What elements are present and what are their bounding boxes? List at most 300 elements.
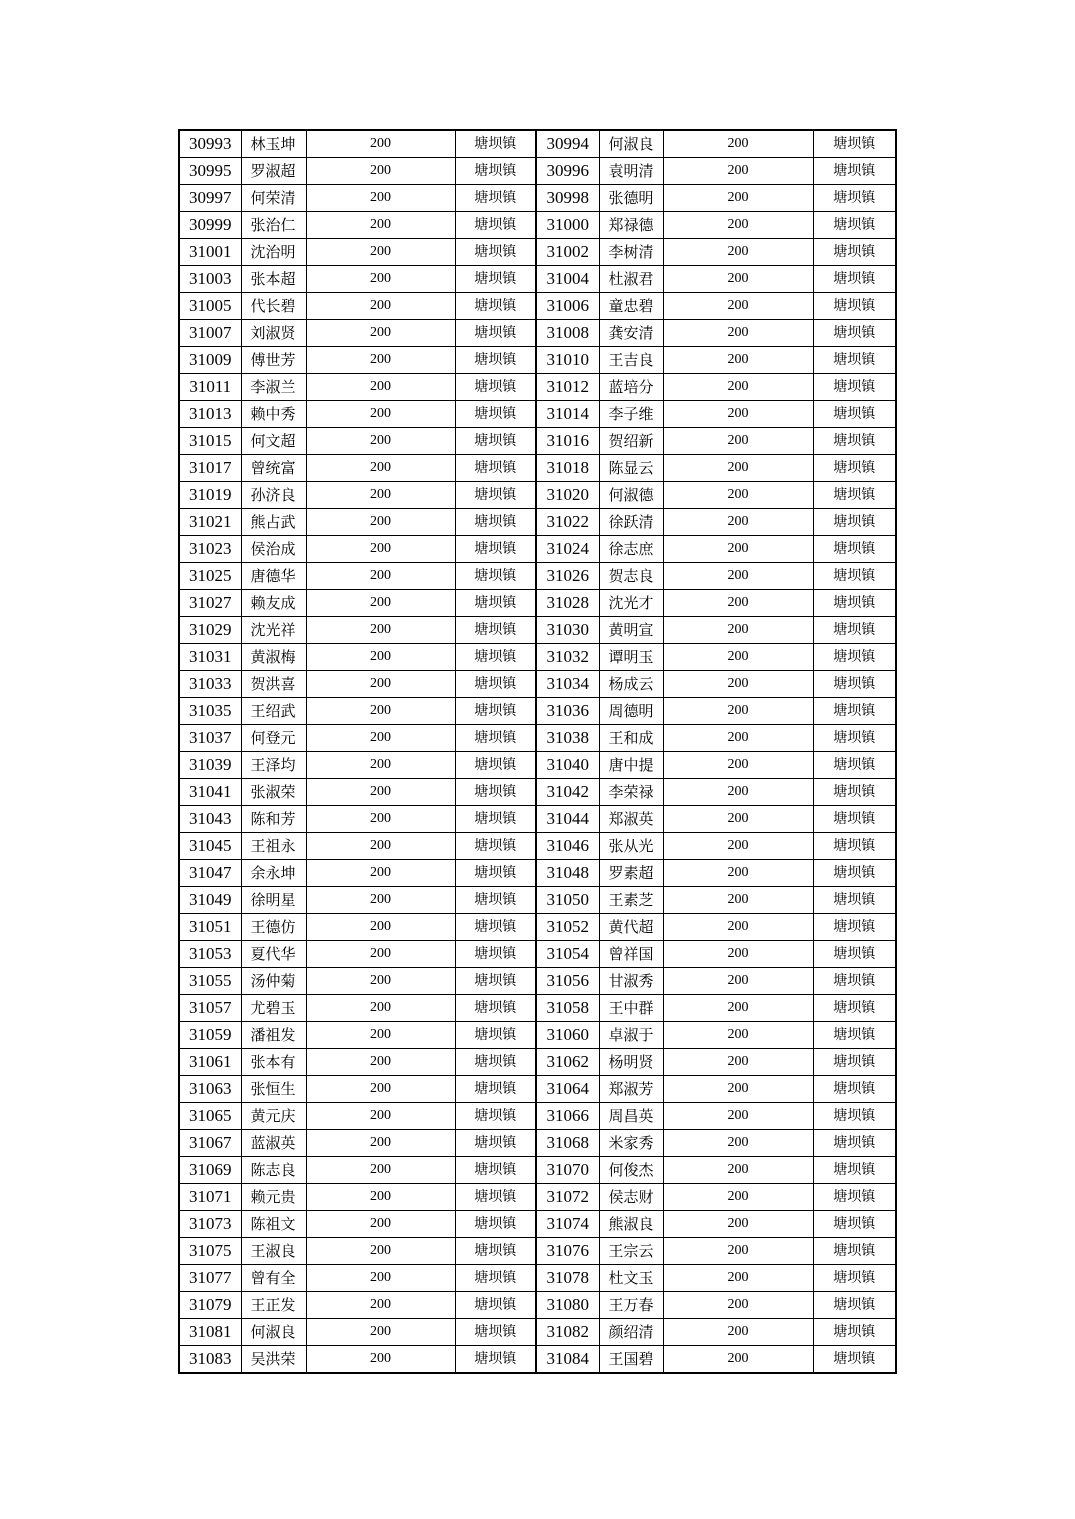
left-person-name-cell: 赖友成 [241,590,306,617]
left-amount-cell: 200 [306,347,455,374]
left-amount-cell: 200 [306,1076,455,1103]
left-town-name-cell: 塘坝镇 [455,752,536,779]
right-amount-cell: 200 [663,509,813,536]
left-record-id-cell: 31011 [179,374,241,401]
left-amount-cell: 200 [306,185,455,212]
right-town-name-cell: 塘坝镇 [813,536,896,563]
right-person-name-cell: 卓淑于 [599,1022,663,1049]
left-amount-cell: 200 [306,698,455,725]
left-amount-cell: 200 [306,860,455,887]
left-record-id-cell: 31051 [179,914,241,941]
right-record-id-cell: 31076 [536,1238,599,1265]
right-town-name-cell: 塘坝镇 [813,968,896,995]
left-town-name-cell: 塘坝镇 [455,401,536,428]
right-record-id-cell: 31082 [536,1319,599,1346]
left-town-name-cell: 塘坝镇 [455,293,536,320]
right-town-name-cell: 塘坝镇 [813,1103,896,1130]
left-person-name-cell: 王德仿 [241,914,306,941]
left-amount-cell: 200 [306,1211,455,1238]
right-record-id-cell: 31058 [536,995,599,1022]
left-town-name-cell: 塘坝镇 [455,1103,536,1130]
right-amount-cell: 200 [663,536,813,563]
right-record-id-cell: 31030 [536,617,599,644]
table-row [179,158,896,185]
right-amount-cell: 200 [663,995,813,1022]
left-record-id-cell: 31035 [179,698,241,725]
right-amount-cell: 200 [663,644,813,671]
right-amount-cell: 200 [663,1049,813,1076]
left-person-name-cell: 赖中秀 [241,401,306,428]
left-amount-cell: 200 [306,455,455,482]
right-person-name-cell: 周德明 [599,698,663,725]
left-amount-cell: 200 [306,158,455,185]
right-town-name-cell: 塘坝镇 [813,1022,896,1049]
right-amount-cell: 200 [663,617,813,644]
right-town-name-cell: 塘坝镇 [813,914,896,941]
right-amount-cell: 200 [663,779,813,806]
right-record-id-cell: 31066 [536,1103,599,1130]
table-row [179,617,896,644]
left-record-id-cell: 31005 [179,293,241,320]
table-row [179,1346,896,1374]
right-record-id-cell: 31026 [536,563,599,590]
left-person-name-cell: 何文超 [241,428,306,455]
right-record-id-cell: 31064 [536,1076,599,1103]
left-town-name-cell: 塘坝镇 [455,1292,536,1319]
left-person-name-cell: 王泽均 [241,752,306,779]
left-record-id-cell: 31019 [179,482,241,509]
table-row [179,941,896,968]
left-town-name-cell: 塘坝镇 [455,1184,536,1211]
right-amount-cell: 200 [663,1076,813,1103]
right-record-id-cell: 31080 [536,1292,599,1319]
right-amount-cell: 200 [663,266,813,293]
left-town-name-cell: 塘坝镇 [455,617,536,644]
table-row [179,1049,896,1076]
right-amount-cell: 200 [663,833,813,860]
left-amount-cell: 200 [306,563,455,590]
left-person-name-cell: 张本超 [241,266,306,293]
left-town-name-cell: 塘坝镇 [455,158,536,185]
table-row [179,671,896,698]
left-amount-cell: 200 [306,806,455,833]
left-person-name-cell: 侯治成 [241,536,306,563]
left-record-id-cell: 31047 [179,860,241,887]
left-record-id-cell: 31079 [179,1292,241,1319]
right-town-name-cell: 塘坝镇 [813,698,896,725]
right-person-name-cell: 米家秀 [599,1130,663,1157]
right-record-id-cell: 31018 [536,455,599,482]
right-person-name-cell: 甘淑秀 [599,968,663,995]
right-amount-cell: 200 [663,671,813,698]
left-town-name-cell: 塘坝镇 [455,563,536,590]
left-amount-cell: 200 [306,374,455,401]
left-amount-cell: 200 [306,130,455,158]
right-amount-cell: 200 [663,1103,813,1130]
right-amount-cell: 200 [663,1265,813,1292]
table-row [179,320,896,347]
right-town-name-cell: 塘坝镇 [813,1292,896,1319]
right-town-name-cell: 塘坝镇 [813,1238,896,1265]
right-record-id-cell: 31008 [536,320,599,347]
table-row [179,779,896,806]
left-person-name-cell: 傅世芳 [241,347,306,374]
right-record-id-cell: 31000 [536,212,599,239]
right-amount-cell: 200 [663,941,813,968]
left-town-name-cell: 塘坝镇 [455,1211,536,1238]
right-person-name-cell: 徐志庶 [599,536,663,563]
right-town-name-cell: 塘坝镇 [813,725,896,752]
left-record-id-cell: 31065 [179,1103,241,1130]
right-amount-cell: 200 [663,752,813,779]
left-person-name-cell: 沈治明 [241,239,306,266]
right-town-name-cell: 塘坝镇 [813,1319,896,1346]
left-amount-cell: 200 [306,644,455,671]
right-person-name-cell: 郑禄德 [599,212,663,239]
right-amount-cell: 200 [663,374,813,401]
right-record-id-cell: 31050 [536,887,599,914]
right-record-id-cell: 31002 [536,239,599,266]
roster-table [178,129,897,1374]
left-person-name-cell: 蓝淑英 [241,1130,306,1157]
right-person-name-cell: 王国碧 [599,1346,663,1374]
left-town-name-cell: 塘坝镇 [455,374,536,401]
right-town-name-cell: 塘坝镇 [813,887,896,914]
right-person-name-cell: 李树清 [599,239,663,266]
left-town-name-cell: 塘坝镇 [455,266,536,293]
left-record-id-cell: 31009 [179,347,241,374]
right-record-id-cell: 31062 [536,1049,599,1076]
right-amount-cell: 200 [663,1346,813,1374]
left-amount-cell: 200 [306,320,455,347]
right-record-id-cell: 31020 [536,482,599,509]
left-record-id-cell: 31083 [179,1346,241,1374]
left-record-id-cell: 30993 [179,130,241,158]
roster-body [179,130,896,1373]
right-amount-cell: 200 [663,698,813,725]
table-row [179,401,896,428]
left-record-id-cell: 31071 [179,1184,241,1211]
left-record-id-cell: 31027 [179,590,241,617]
left-town-name-cell: 塘坝镇 [455,698,536,725]
right-person-name-cell: 沈光才 [599,590,663,617]
right-record-id-cell: 31072 [536,1184,599,1211]
right-person-name-cell: 熊淑良 [599,1211,663,1238]
left-person-name-cell: 代长碧 [241,293,306,320]
left-amount-cell: 200 [306,995,455,1022]
right-person-name-cell: 杨成云 [599,671,663,698]
table-row [179,1319,896,1346]
left-town-name-cell: 塘坝镇 [455,860,536,887]
right-town-name-cell: 塘坝镇 [813,293,896,320]
right-amount-cell: 200 [663,1130,813,1157]
right-town-name-cell: 塘坝镇 [813,158,896,185]
left-record-id-cell: 30999 [179,212,241,239]
left-town-name-cell: 塘坝镇 [455,914,536,941]
right-person-name-cell: 郑淑英 [599,806,663,833]
left-person-name-cell: 吴洪荣 [241,1346,306,1374]
left-record-id-cell: 31067 [179,1130,241,1157]
left-town-name-cell: 塘坝镇 [455,455,536,482]
left-amount-cell: 200 [306,293,455,320]
table-row [179,266,896,293]
right-town-name-cell: 塘坝镇 [813,482,896,509]
right-amount-cell: 200 [663,293,813,320]
left-town-name-cell: 塘坝镇 [455,995,536,1022]
left-town-name-cell: 塘坝镇 [455,239,536,266]
right-person-name-cell: 谭明玉 [599,644,663,671]
right-town-name-cell: 塘坝镇 [813,455,896,482]
right-person-name-cell: 王和成 [599,725,663,752]
left-town-name-cell: 塘坝镇 [455,1076,536,1103]
left-amount-cell: 200 [306,212,455,239]
left-record-id-cell: 31045 [179,833,241,860]
left-amount-cell: 200 [306,1292,455,1319]
right-record-id-cell: 31074 [536,1211,599,1238]
right-record-id-cell: 30998 [536,185,599,212]
left-person-name-cell: 张治仁 [241,212,306,239]
right-town-name-cell: 塘坝镇 [813,239,896,266]
left-person-name-cell: 徐明星 [241,887,306,914]
left-town-name-cell: 塘坝镇 [455,644,536,671]
left-town-name-cell: 塘坝镇 [455,725,536,752]
table-row [179,347,896,374]
left-town-name-cell: 塘坝镇 [455,671,536,698]
left-record-id-cell: 31023 [179,536,241,563]
right-town-name-cell: 塘坝镇 [813,1130,896,1157]
table-row [179,293,896,320]
left-record-id-cell: 31073 [179,1211,241,1238]
right-town-name-cell: 塘坝镇 [813,590,896,617]
left-amount-cell: 200 [306,1346,455,1374]
right-person-name-cell: 李子维 [599,401,663,428]
right-amount-cell: 200 [663,563,813,590]
left-town-name-cell: 塘坝镇 [455,1157,536,1184]
right-record-id-cell: 31068 [536,1130,599,1157]
left-record-id-cell: 31013 [179,401,241,428]
left-amount-cell: 200 [306,1184,455,1211]
right-person-name-cell: 何淑德 [599,482,663,509]
table-row [179,482,896,509]
left-person-name-cell: 余永坤 [241,860,306,887]
left-town-name-cell: 塘坝镇 [455,887,536,914]
table-row [179,968,896,995]
table-row [179,563,896,590]
right-amount-cell: 200 [663,1184,813,1211]
right-record-id-cell: 31006 [536,293,599,320]
right-town-name-cell: 塘坝镇 [813,779,896,806]
right-person-name-cell: 蓝培分 [599,374,663,401]
left-amount-cell: 200 [306,1238,455,1265]
right-person-name-cell: 陈显云 [599,455,663,482]
table-row [179,1157,896,1184]
left-record-id-cell: 31033 [179,671,241,698]
right-town-name-cell: 塘坝镇 [813,995,896,1022]
left-person-name-cell: 王淑良 [241,1238,306,1265]
left-person-name-cell: 赖元贵 [241,1184,306,1211]
right-person-name-cell: 周昌英 [599,1103,663,1130]
right-amount-cell: 200 [663,212,813,239]
right-amount-cell: 200 [663,239,813,266]
right-town-name-cell: 塘坝镇 [813,401,896,428]
table-row [179,698,896,725]
right-record-id-cell: 31028 [536,590,599,617]
table-row [179,1184,896,1211]
right-record-id-cell: 31070 [536,1157,599,1184]
left-person-name-cell: 王绍武 [241,698,306,725]
left-record-id-cell: 31029 [179,617,241,644]
table-row [179,212,896,239]
left-person-name-cell: 林玉坤 [241,130,306,158]
right-record-id-cell: 31016 [536,428,599,455]
left-person-name-cell: 尤碧玉 [241,995,306,1022]
left-amount-cell: 200 [306,590,455,617]
left-town-name-cell: 塘坝镇 [455,1346,536,1374]
left-person-name-cell: 黄淑梅 [241,644,306,671]
right-amount-cell: 200 [663,347,813,374]
right-person-name-cell: 杨明贤 [599,1049,663,1076]
left-person-name-cell: 何淑良 [241,1319,306,1346]
right-record-id-cell: 31042 [536,779,599,806]
left-town-name-cell: 塘坝镇 [455,509,536,536]
right-person-name-cell: 黄代超 [599,914,663,941]
right-person-name-cell: 张德明 [599,185,663,212]
right-person-name-cell: 曾祥国 [599,941,663,968]
left-person-name-cell: 王祖永 [241,833,306,860]
table-row [179,725,896,752]
table-row [179,860,896,887]
right-person-name-cell: 袁明清 [599,158,663,185]
left-record-id-cell: 30997 [179,185,241,212]
left-record-id-cell: 31077 [179,1265,241,1292]
right-town-name-cell: 塘坝镇 [813,509,896,536]
left-amount-cell: 200 [306,1103,455,1130]
table-row [179,752,896,779]
right-person-name-cell: 何淑良 [599,130,663,158]
left-person-name-cell: 张恒生 [241,1076,306,1103]
table-row [179,374,896,401]
left-person-name-cell: 何登元 [241,725,306,752]
table-row [179,590,896,617]
right-record-id-cell: 31040 [536,752,599,779]
right-town-name-cell: 塘坝镇 [813,941,896,968]
table-row [179,1238,896,1265]
table-row [179,536,896,563]
left-record-id-cell: 31017 [179,455,241,482]
left-amount-cell: 200 [306,617,455,644]
left-amount-cell: 200 [306,941,455,968]
left-town-name-cell: 塘坝镇 [455,806,536,833]
right-town-name-cell: 塘坝镇 [813,212,896,239]
left-record-id-cell: 31061 [179,1049,241,1076]
right-amount-cell: 200 [663,1211,813,1238]
table-row [179,1265,896,1292]
right-town-name-cell: 塘坝镇 [813,185,896,212]
right-town-name-cell: 塘坝镇 [813,1265,896,1292]
left-record-id-cell: 31057 [179,995,241,1022]
right-town-name-cell: 塘坝镇 [813,320,896,347]
left-amount-cell: 200 [306,914,455,941]
left-town-name-cell: 塘坝镇 [455,1130,536,1157]
right-record-id-cell: 31052 [536,914,599,941]
right-town-name-cell: 塘坝镇 [813,347,896,374]
left-person-name-cell: 贺洪喜 [241,671,306,698]
table-row [179,806,896,833]
right-town-name-cell: 塘坝镇 [813,428,896,455]
left-person-name-cell: 刘淑贤 [241,320,306,347]
right-person-name-cell: 贺志良 [599,563,663,590]
right-amount-cell: 200 [663,130,813,158]
left-person-name-cell: 何荣清 [241,185,306,212]
right-town-name-cell: 塘坝镇 [813,1346,896,1374]
left-amount-cell: 200 [306,428,455,455]
left-amount-cell: 200 [306,401,455,428]
left-person-name-cell: 张本有 [241,1049,306,1076]
right-record-id-cell: 31084 [536,1346,599,1374]
table-row [179,509,896,536]
left-town-name-cell: 塘坝镇 [455,130,536,158]
right-town-name-cell: 塘坝镇 [813,860,896,887]
left-record-id-cell: 31055 [179,968,241,995]
left-amount-cell: 200 [306,1049,455,1076]
right-person-name-cell: 徐跃清 [599,509,663,536]
left-record-id-cell: 31001 [179,239,241,266]
right-town-name-cell: 塘坝镇 [813,1157,896,1184]
left-record-id-cell: 31043 [179,806,241,833]
right-record-id-cell: 31048 [536,860,599,887]
left-record-id-cell: 31037 [179,725,241,752]
right-town-name-cell: 塘坝镇 [813,806,896,833]
right-record-id-cell: 31036 [536,698,599,725]
right-person-name-cell: 王素芝 [599,887,663,914]
table-row [179,887,896,914]
left-person-name-cell: 夏代华 [241,941,306,968]
right-person-name-cell: 童忠碧 [599,293,663,320]
right-record-id-cell: 31038 [536,725,599,752]
left-record-id-cell: 31075 [179,1238,241,1265]
right-record-id-cell: 31060 [536,1022,599,1049]
right-person-name-cell: 唐中提 [599,752,663,779]
left-person-name-cell: 唐德华 [241,563,306,590]
left-town-name-cell: 塘坝镇 [455,1049,536,1076]
left-amount-cell: 200 [306,1319,455,1346]
right-record-id-cell: 31078 [536,1265,599,1292]
right-town-name-cell: 塘坝镇 [813,671,896,698]
right-amount-cell: 200 [663,590,813,617]
left-amount-cell: 200 [306,1130,455,1157]
right-town-name-cell: 塘坝镇 [813,1184,896,1211]
left-town-name-cell: 塘坝镇 [455,968,536,995]
right-person-name-cell: 颜绍清 [599,1319,663,1346]
right-person-name-cell: 郑淑芳 [599,1076,663,1103]
right-record-id-cell: 31046 [536,833,599,860]
right-amount-cell: 200 [663,185,813,212]
left-person-name-cell: 潘祖发 [241,1022,306,1049]
right-town-name-cell: 塘坝镇 [813,374,896,401]
left-amount-cell: 200 [306,968,455,995]
right-amount-cell: 200 [663,806,813,833]
right-amount-cell: 200 [663,158,813,185]
right-record-id-cell: 31056 [536,968,599,995]
right-town-name-cell: 塘坝镇 [813,644,896,671]
table-row [179,130,896,158]
right-record-id-cell: 31004 [536,266,599,293]
left-town-name-cell: 塘坝镇 [455,833,536,860]
right-amount-cell: 200 [663,1319,813,1346]
left-record-id-cell: 31081 [179,1319,241,1346]
right-amount-cell: 200 [663,401,813,428]
left-amount-cell: 200 [306,779,455,806]
